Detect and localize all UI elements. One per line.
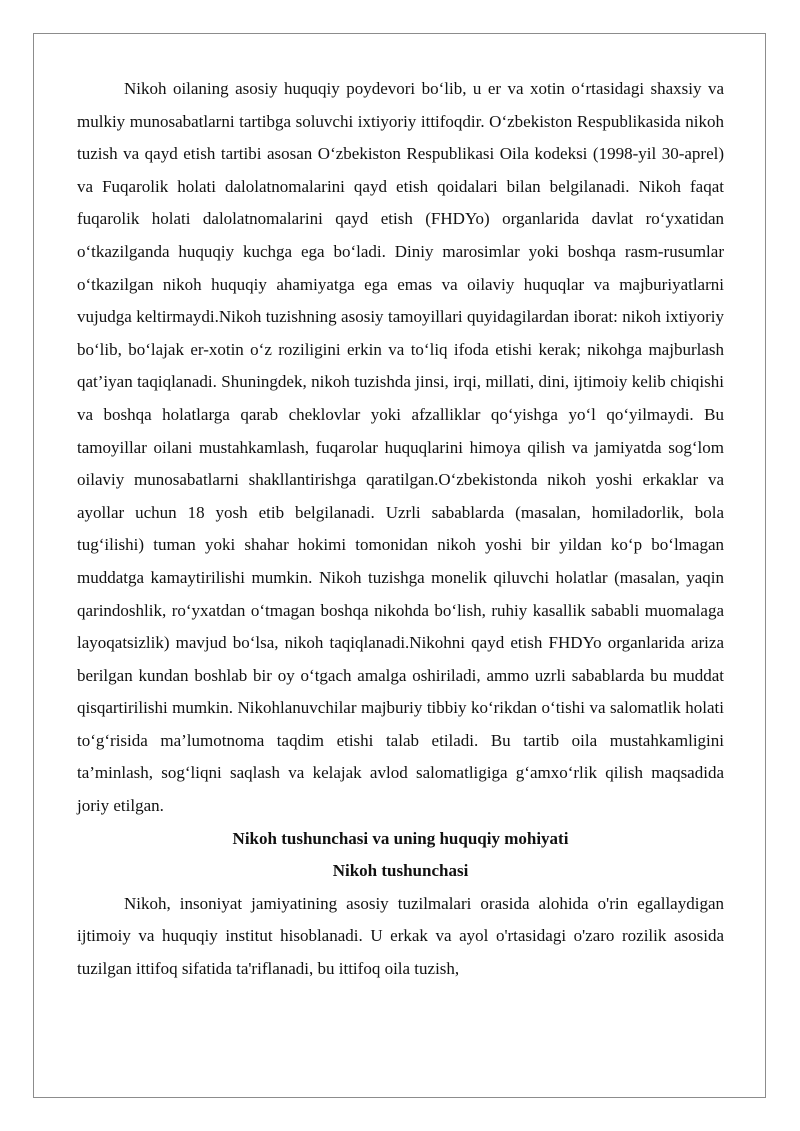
section-heading: Nikoh tushunchasi va uning huquqiy mohiyati [232,828,569,848]
paragraph-marriage-concept: Nikoh, insoniyat jamiyatining asosiy tuzilmalari orasida alohida o'rin egallaydigan ijtimoiy va huquqiy institut hisoblanadi. U erkak va ayol o'rtasidagi o'zaro rozilik asosida tuzilgan ittifoq sifatida ta'riflanadi, bu ittifoq oila tuzish, [77,893,724,979]
document-body [77,73,724,986]
paragraph-marriage-legal-basis: Nikoh oilaning asosiy huquqiy poydevori bo‘lib, u er va xotin o‘rtasidagi shaxsiy va mulkiy munosabatlarni tartibga soluvchi ixtiyoriy ittifoqdir. O‘zbekiston Respublikasida nikoh tuzish va qayd etish tartibi asosan O‘zbekiston Respublikasi Oila kodeksi (1998-yil 30-aprel) va Fuqarolik holati dalolatnomalarini qayd etish qoidalari bilan belgilanadi. Nikoh faqat fuqarolik holati dalolatnomalarini qayd etish (FHDYo) organlarida davlat ro‘yxatidan o‘tkazilganda huquqiy kuchga ega bo‘ladi. Diniy marosimlar yoki boshqa rasm-rusumlar o‘tkazilgan nikoh huquqiy ahamiyatga ega emas va oilaviy huquqlar va majburiyatlarni vujudga keltirmaydi.Nikoh tuzishning asosiy tamoyillari quyidagilardan iborat: nikoh ixtiyoriy bo‘lib, bo‘lajak er-xotin o‘z roziligini erkin va to‘liq ifoda etishi kerak; nikohga majburlash qat’iyan taqiqlanadi. Shuningdek, nikoh tuzishda jinsi, irqi, millati, dini, ijtimoiy kelib chiqishi va boshqa holatlarga qarab cheklovlar yoki afzalliklar qo‘yishga yo‘l qo‘yilmaydi. Bu tamoyillar oilani mustahkamlash, fuqarolar huquqlarini himoya qilish va jamiyatda sog‘lom oilaviy munosabatlarni shakllantirishga qaratilgan.O‘zbekistonda nikoh yoshi erkaklar va ayollar uchun 18 yosh etib belgilanadi. Uzrli sabablarda (masalan, homiladorlik, bola tug‘ilishi) tuman yoki shahar hokimi tomonidan nikoh yoshi bir yildan ko‘p bo‘lmagan muddatga kamaytirilishi mumkin. Nikoh tuzishga monelik qiluvchi holatlar (masalan, yaqin qarindoshlik, ro‘yxatdan o‘tmagan boshqa nikohda bo‘lish, ruhiy kasallik sababli muomalaga layoqatsizlik) mavjud bo‘lsa, nikoh taqiqlanadi.Nikohni qayd etish FHDYo organlarida ariza berilgan kundan boshlab bir oy o‘tgach amalga oshiriladi, ammo uzrli sabablarda bu muddat qisqartirilishi mumkin. Nikohlanuvchilar majburiy tibbiy ko‘rikdan o‘tishi va salomatlik holati to‘g‘risida ma’lumotnoma taqdim etishi talab etiladi. Bu tartib oila mustahkamligini ta’minlash, sog‘liqni saqlash va kelajak avlod salomatligiga g‘amxo‘rlik qilish maqsadida joriy etilgan. [77,79,724,816]
subsection-heading: Nikoh tushunchasi [332,861,469,881]
